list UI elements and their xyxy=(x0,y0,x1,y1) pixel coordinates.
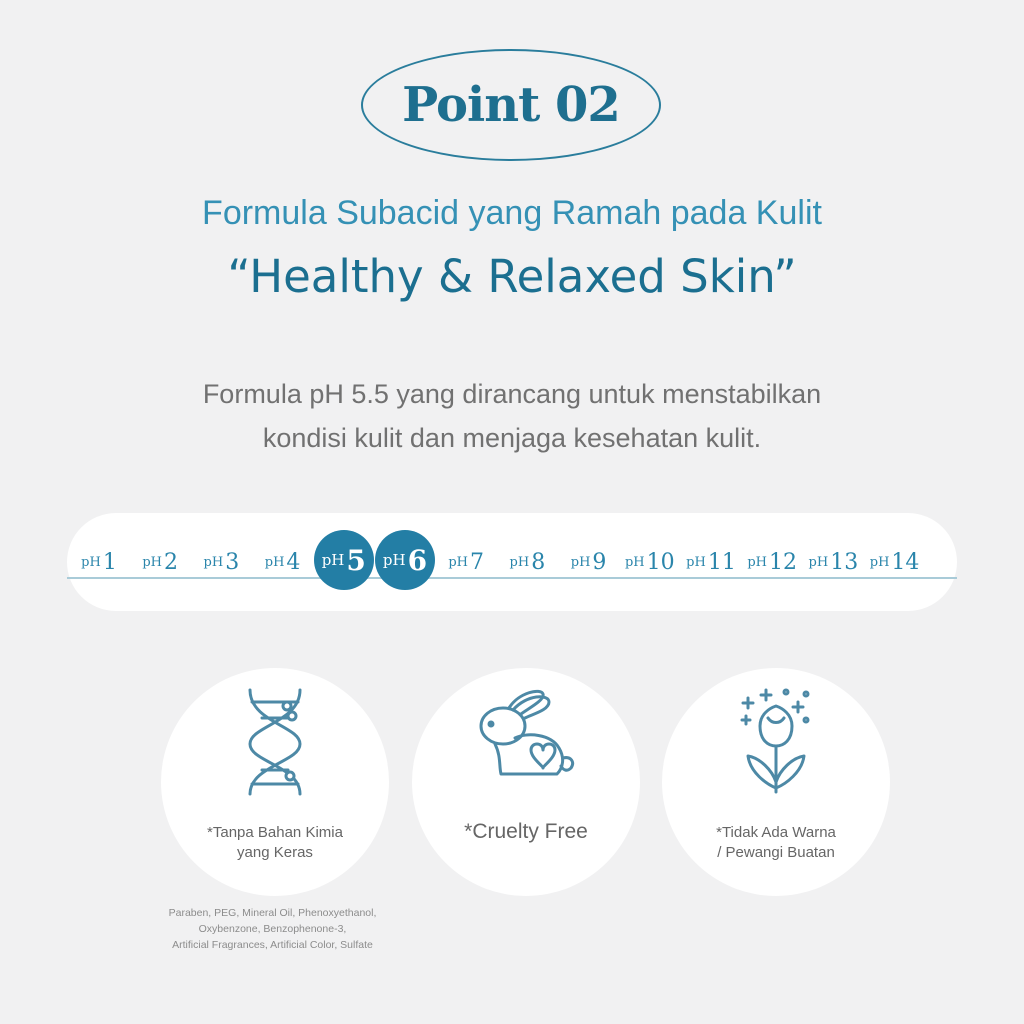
feature-no-artificial-color xyxy=(662,668,890,896)
dna-icon xyxy=(240,686,310,798)
ph-number: 3 xyxy=(225,549,240,575)
ph-value-12 xyxy=(742,513,802,611)
rabbit-heart-icon xyxy=(471,686,581,786)
ph-value-4 xyxy=(253,513,313,611)
ingredients-note-line-3: Artificial Fragrances, Artificial Color, Sulfate xyxy=(172,939,373,951)
ph-value-10 xyxy=(620,513,680,611)
ph-label: pH xyxy=(81,554,101,570)
ph-number: 1 xyxy=(102,549,117,575)
description xyxy=(0,372,1024,460)
point-badge xyxy=(361,49,661,161)
feature-caption-line-1: *Cruelty Free xyxy=(464,820,588,843)
ph-label: pH xyxy=(808,554,829,570)
ph-number: 2 xyxy=(164,549,179,575)
ph-number: 4 xyxy=(286,549,301,575)
ph-value-11 xyxy=(681,513,741,611)
ph-number: 12 xyxy=(769,549,798,575)
flower-sparkle-icon xyxy=(736,684,816,796)
description-line-1: Formula pH 5.5 yang dirancang untuk menstabilkan xyxy=(202,379,822,409)
feature-caption-line-1: *Tanpa Bahan Kimia xyxy=(207,824,343,841)
ph-value-3 xyxy=(191,513,251,611)
ph-number: 6 xyxy=(407,543,428,577)
feature-caption-line-2: yang Keras xyxy=(237,844,313,861)
ph-value-8 xyxy=(497,513,557,611)
ph-number: 8 xyxy=(531,549,546,575)
ph-value-2 xyxy=(130,513,190,611)
feature-cruelty-free xyxy=(412,668,640,896)
headline: “Healthy & Relaxed Skin” xyxy=(227,250,797,303)
ph-label: pH xyxy=(747,554,768,570)
ph-value-5 xyxy=(314,530,374,590)
ph-number: 14 xyxy=(891,549,920,575)
ph-label: pH xyxy=(448,554,469,570)
ingredients-note xyxy=(140,905,405,953)
ingredients-note-line-1: Paraben, PEG, Mineral Oil, Phenoxyethanol, xyxy=(168,907,377,919)
ph-value-13 xyxy=(803,513,863,611)
feature-no-harsh-chemicals xyxy=(161,668,389,896)
feature-caption-line-1: *Tidak Ada Warna xyxy=(716,824,836,841)
description-line-2: kondisi kulit dan menjaga kesehatan kulit. xyxy=(262,423,762,453)
ph-label: pH xyxy=(203,554,224,570)
subtitle: Formula Subacid yang Ramah pada Kulit xyxy=(202,194,822,232)
ph-label: pH xyxy=(570,554,591,570)
ph-label: pH xyxy=(509,554,530,570)
feature-caption-line-2: / Pewangi Buatan xyxy=(717,844,835,861)
ph-value-7 xyxy=(436,513,496,611)
point-badge-label: Point 02 xyxy=(402,77,620,133)
ph-label: pH xyxy=(321,551,345,569)
ph-label: pH xyxy=(264,554,285,570)
ph-number: 9 xyxy=(592,549,607,575)
ph-label: pH xyxy=(686,554,706,570)
ph-label: pH xyxy=(869,554,890,570)
ph-number: 13 xyxy=(830,549,859,575)
ph-value-1 xyxy=(69,513,129,611)
ph-scale xyxy=(67,513,957,611)
ingredients-note-line-2: Oxybenzone, Benzophenone-3, xyxy=(198,923,347,935)
ph-value-14 xyxy=(865,513,925,611)
ph-number: 10 xyxy=(646,549,675,575)
ph-label: pH xyxy=(142,554,163,570)
ph-value-9 xyxy=(559,513,619,611)
ph-value-6 xyxy=(375,530,435,590)
ph-number: 11 xyxy=(707,549,736,575)
ph-label: pH xyxy=(624,554,645,570)
ph-number: 7 xyxy=(470,549,485,575)
ph-label: pH xyxy=(382,551,406,569)
ph-number: 5 xyxy=(346,543,366,577)
